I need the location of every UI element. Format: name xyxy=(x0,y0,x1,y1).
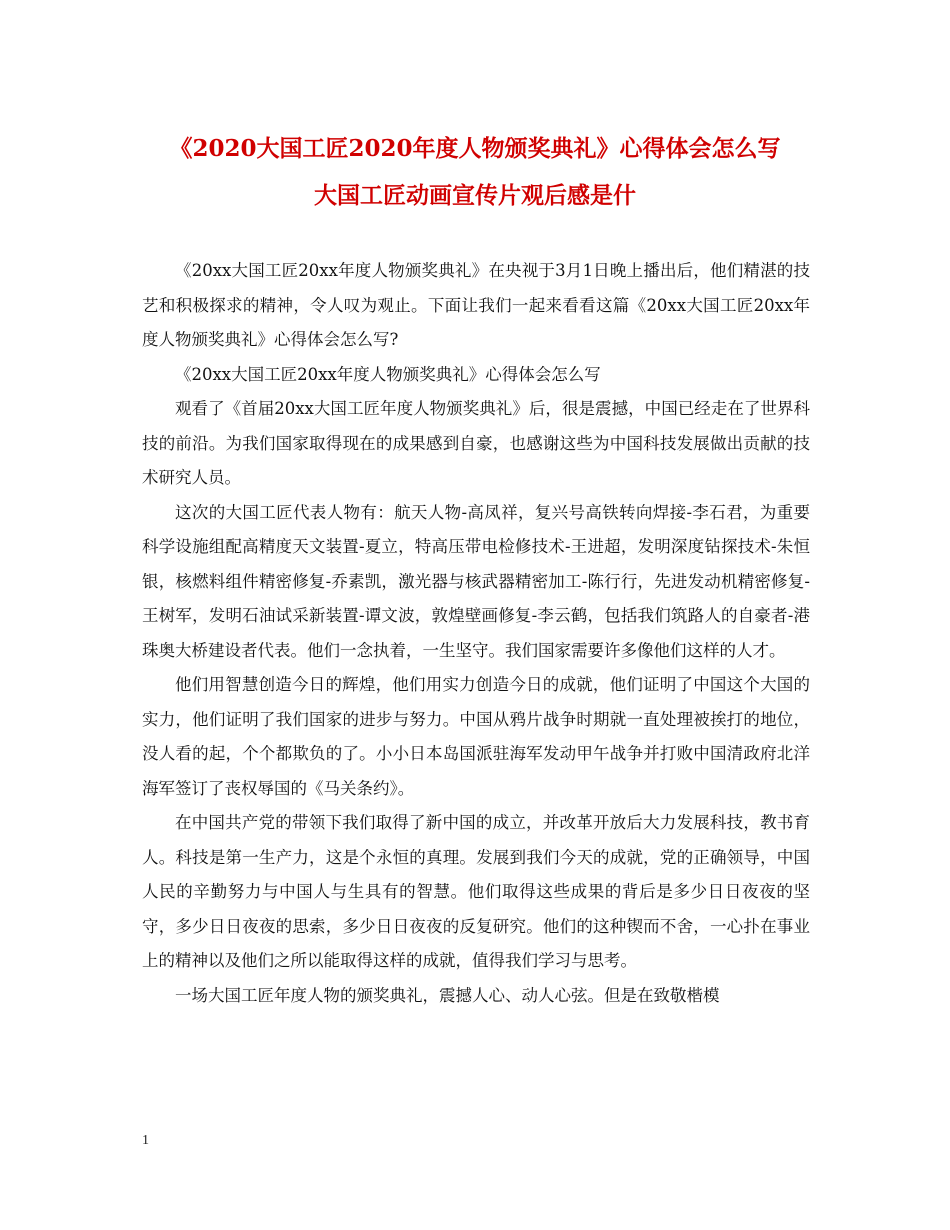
document-body xyxy=(142,254,810,1013)
paragraph-1: 观看了《首届20xx大国工匠年度人物颁奖典礼》后，很是震撼，中国已经走在了世界科技的前沿。为我们国家取得现在的成果感到自豪，也感谢这些为中国科技发展做出贡献的技术研究人员。 xyxy=(142,399,810,487)
paragraph-4: 在中国共产党的带领下我们取得了新中国的成立，并改革开放后大力发展科技，教书育人。科技是第一生产力，这是个永恒的真理。发展到我们今天的成就，党的正确领导，中国人民的辛勤努力与中国人与生具有的智慧。他们取得这些成果的背后是多少日日夜夜的坚守，多少日日夜夜的思索，多少日日夜夜的反复研究。他们的这种锲而不舍，一心扑在事业上的精神以及他们之所以能取得这样的成就，值得我们学习与思考。 xyxy=(142,813,810,970)
paragraph-intro: 《20xx大国工匠20xx年度人物颁奖典礼》在央视于3月1日晚上播出后，他们精湛的技艺和积极探求的精神，令人叹为观止。下面让我们一起来看看这篇《20xx大国工匠20xx年度人物颁奖典礼》心得体会怎么写? xyxy=(142,261,810,349)
paragraph-2: 这次的大国工匠代表人物有：航天人物-高凤祥，复兴号高铁转向焊接-李石君，为重要科学设施组配高精度天文装置-夏立，特高压带电检修技术-王进超，发明深度钻探技术-朱恒银，核燃料组件精密修复-乔素凯，激光器与核武器精密加工-陈行行，先进发动机精密修复-王树军，发明石油试采新装置-谭文波，敦煌壁画修复-李云鹤，包括我们筑路人的自豪者-港珠奥大桥建设者代表。他们一念执着，一生坚守。我们国家需要许多像他们这样的人才。 xyxy=(142,502,810,660)
paragraph-5: 一场大国工匠年度人物的颁奖典礼，震撼人心、动人心弦。但是在致敬楷模 xyxy=(175,985,720,1005)
paragraph-subheading: 《20xx大国工匠20xx年度人物颁奖典礼》心得体会怎么写 xyxy=(175,364,601,384)
document-title-line-1: 《2020大国工匠2020年度人物颁奖典礼》心得体会怎么写 xyxy=(169,135,781,162)
paragraph-3: 他们用智慧创造今日的辉煌，他们用实力创造今日的成就，他们证明了中国这个大国的实力，他们证明了我们国家的进步与努力。中国从鸦片战争时期就一直处理被挨打的地位，没人看的起，个个都欺负的了。小小日本岛国派驻海军发动甲午战争并打败中国清政府北洋海军签订了丧权辱国的《马关条约》。 xyxy=(142,675,810,798)
document-title-line-2: 大国工匠动画宣传片观后感是什 xyxy=(314,182,636,209)
page-number: 1 xyxy=(142,1133,149,1148)
